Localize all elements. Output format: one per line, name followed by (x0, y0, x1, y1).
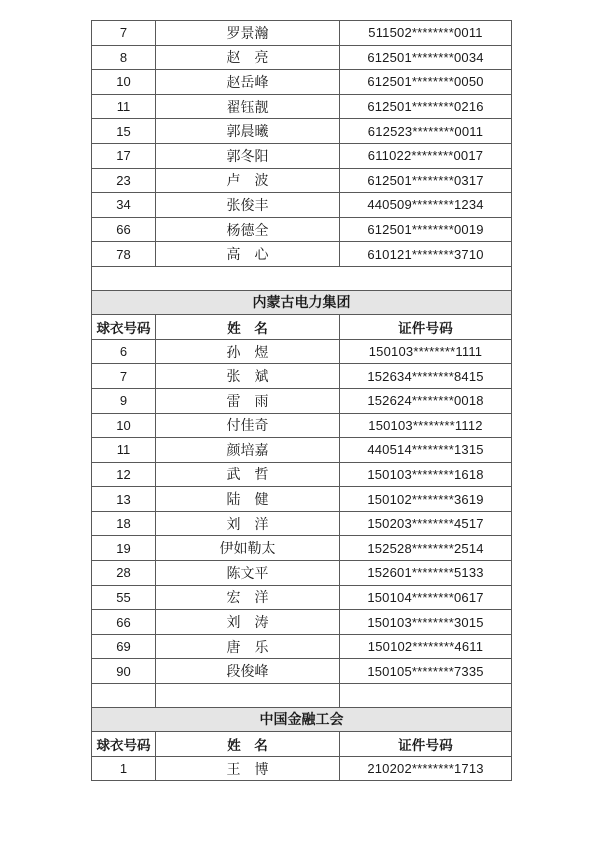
column-header-name: 姓 名 (156, 315, 340, 340)
id-number-cell: 152601********5133 (340, 561, 512, 586)
name-cell: 郭晨曦 (156, 119, 340, 144)
id-number-cell: 612501********0019 (340, 217, 512, 242)
roster-table (91, 20, 512, 781)
table-row (92, 462, 512, 487)
table-row (92, 511, 512, 536)
section-title-row (92, 707, 512, 732)
id-number-cell: 210202********1713 (340, 756, 512, 781)
id-number-cell: 152528********2514 (340, 536, 512, 561)
id-number-cell: 610121********3710 (340, 242, 512, 267)
column-header-name: 姓 名 (156, 732, 340, 757)
empty-jersey-cell (92, 684, 156, 708)
jersey-number-cell: 10 (92, 70, 156, 95)
table-row (92, 45, 512, 70)
table-row (92, 119, 512, 144)
jersey-number-cell: 11 (92, 438, 156, 463)
jersey-number-cell: 19 (92, 536, 156, 561)
name-cell: 张 斌 (156, 364, 340, 389)
name-cell: 刘 涛 (156, 610, 340, 635)
jersey-number-cell: 1 (92, 756, 156, 781)
name-cell: 赵岳峰 (156, 70, 340, 95)
section-title-row (92, 290, 512, 315)
section-title: 中国金融工会 (92, 707, 512, 732)
name-cell: 雷 雨 (156, 388, 340, 413)
jersey-number-cell: 55 (92, 585, 156, 610)
empty-spacer-cell (92, 266, 512, 290)
id-number-cell: 150103********3015 (340, 610, 512, 635)
jersey-number-cell: 78 (92, 242, 156, 267)
table-row (92, 413, 512, 438)
table-row (92, 756, 512, 781)
jersey-number-cell: 12 (92, 462, 156, 487)
table-row (92, 70, 512, 95)
table-row (92, 585, 512, 610)
name-cell: 杨德全 (156, 217, 340, 242)
table-row (92, 21, 512, 46)
jersey-number-cell: 7 (92, 21, 156, 46)
name-cell: 张俊丰 (156, 193, 340, 218)
empty-spacer-row (92, 266, 512, 290)
empty-name-cell (156, 684, 340, 708)
jersey-number-cell: 10 (92, 413, 156, 438)
column-header-row (92, 732, 512, 757)
table-row (92, 561, 512, 586)
id-number-cell: 150102********3619 (340, 487, 512, 512)
jersey-number-cell: 28 (92, 561, 156, 586)
id-number-cell: 440514********1315 (340, 438, 512, 463)
name-cell: 宏 洋 (156, 585, 340, 610)
jersey-number-cell: 66 (92, 610, 156, 635)
column-header-id: 证件号码 (340, 732, 512, 757)
table-row (92, 242, 512, 267)
id-number-cell: 152634********8415 (340, 364, 512, 389)
id-number-cell: 150103********1112 (340, 413, 512, 438)
name-cell: 刘 洋 (156, 511, 340, 536)
roster-table-body (92, 21, 512, 781)
table-row (92, 634, 512, 659)
jersey-number-cell: 13 (92, 487, 156, 512)
column-header-id: 证件号码 (340, 315, 512, 340)
id-number-cell: 152624********0018 (340, 388, 512, 413)
table-row (92, 193, 512, 218)
id-number-cell: 612501********0034 (340, 45, 512, 70)
id-number-cell: 150105********7335 (340, 659, 512, 684)
table-row (92, 438, 512, 463)
id-number-cell: 511502********0011 (340, 21, 512, 46)
jersey-number-cell: 7 (92, 364, 156, 389)
id-number-cell: 440509********1234 (340, 193, 512, 218)
table-row (92, 536, 512, 561)
name-cell: 高 心 (156, 242, 340, 267)
table-row (92, 143, 512, 168)
jersey-number-cell: 11 (92, 94, 156, 119)
table-row (92, 610, 512, 635)
name-cell: 赵 亮 (156, 45, 340, 70)
jersey-number-cell: 69 (92, 634, 156, 659)
table-row (92, 168, 512, 193)
empty-spacer-row (92, 684, 512, 708)
jersey-number-cell: 34 (92, 193, 156, 218)
column-header-row (92, 315, 512, 340)
name-cell: 罗景瀚 (156, 21, 340, 46)
column-header-jersey: 球衣号码 (92, 732, 156, 757)
jersey-number-cell: 9 (92, 388, 156, 413)
jersey-number-cell: 23 (92, 168, 156, 193)
id-number-cell: 612501********0317 (340, 168, 512, 193)
id-number-cell: 612523********0011 (340, 119, 512, 144)
id-number-cell: 612501********0050 (340, 70, 512, 95)
id-number-cell: 150102********4611 (340, 634, 512, 659)
table-row (92, 487, 512, 512)
name-cell: 伊如勒太 (156, 536, 340, 561)
table-row (92, 94, 512, 119)
name-cell: 颜培嘉 (156, 438, 340, 463)
jersey-number-cell: 90 (92, 659, 156, 684)
id-number-cell: 150103********1111 (340, 339, 512, 364)
jersey-number-cell: 66 (92, 217, 156, 242)
name-cell: 郭冬阳 (156, 143, 340, 168)
name-cell: 王 博 (156, 756, 340, 781)
name-cell: 孙 煜 (156, 339, 340, 364)
name-cell: 段俊峰 (156, 659, 340, 684)
id-number-cell: 611022********0017 (340, 143, 512, 168)
table-row (92, 364, 512, 389)
table-row (92, 659, 512, 684)
id-number-cell: 150104********0617 (340, 585, 512, 610)
name-cell: 陆 健 (156, 487, 340, 512)
table-row (92, 388, 512, 413)
jersey-number-cell: 18 (92, 511, 156, 536)
jersey-number-cell: 8 (92, 45, 156, 70)
jersey-number-cell: 6 (92, 339, 156, 364)
id-number-cell: 150203********4517 (340, 511, 512, 536)
column-header-jersey: 球衣号码 (92, 315, 156, 340)
empty-id-cell (340, 684, 512, 708)
name-cell: 武 哲 (156, 462, 340, 487)
id-number-cell: 150103********1618 (340, 462, 512, 487)
id-number-cell: 612501********0216 (340, 94, 512, 119)
jersey-number-cell: 15 (92, 119, 156, 144)
name-cell: 付佳奇 (156, 413, 340, 438)
name-cell: 陈文平 (156, 561, 340, 586)
name-cell: 唐 乐 (156, 634, 340, 659)
jersey-number-cell: 17 (92, 143, 156, 168)
section-title: 内蒙古电力集团 (92, 290, 512, 315)
name-cell: 翟钰靓 (156, 94, 340, 119)
name-cell: 卢 波 (156, 168, 340, 193)
table-row (92, 217, 512, 242)
table-row (92, 339, 512, 364)
